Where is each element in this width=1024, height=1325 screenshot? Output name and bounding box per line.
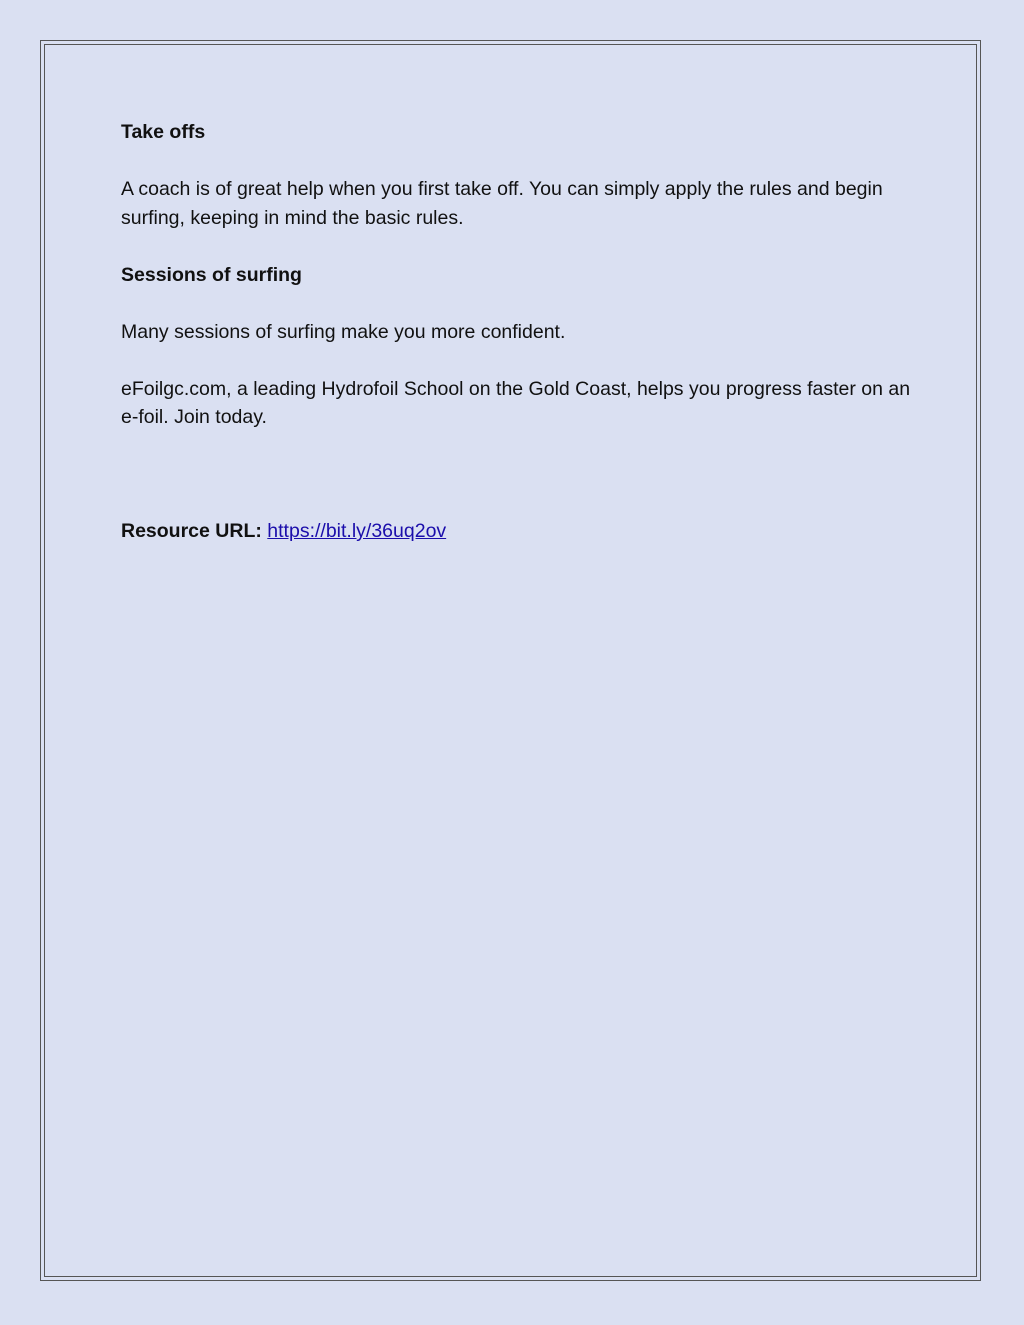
section-body-take-offs: A coach is of great help when you first take off. You can simply apply the rules and begin surfing, keeping in mind the basic rules. bbox=[121, 178, 883, 229]
resource-line bbox=[121, 517, 911, 546]
spacer bbox=[121, 460, 911, 517]
section-heading-take-offs: Take offs bbox=[121, 121, 206, 143]
promo-paragraph: eFoilgc.com, a leading Hydrofoil School on the Gold Coast, helps you progress faster on an e-foil. Join today. bbox=[121, 377, 911, 428]
resource-label: Resource URL: bbox=[121, 520, 262, 542]
section-heading-sessions: Sessions of surfing bbox=[121, 263, 302, 286]
document-body bbox=[121, 118, 911, 574]
resource-link[interactable]: https://bit.ly/36uq2ov bbox=[267, 520, 447, 542]
section-body-sessions: Many sessions of surfing make you more confident. bbox=[121, 320, 566, 343]
